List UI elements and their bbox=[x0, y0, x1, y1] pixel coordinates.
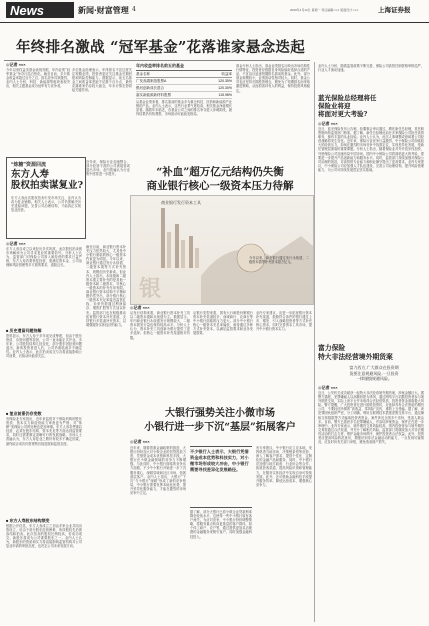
byline: ◎记者 ××× bbox=[6, 62, 26, 67]
masthead bbox=[0, 0, 429, 23]
paper-name: 上海证券报 bbox=[378, 6, 411, 14]
logo-text: News bbox=[10, 3, 44, 18]
table-row: 银河创新成长混合 120.30% bbox=[136, 86, 232, 90]
quote-headline: 东方人寿 股权拍卖谋复业? bbox=[11, 169, 84, 191]
feature-headline: “补血”超万亿元结构仍失衡 商业银行核心一级资本压力待解 bbox=[146, 166, 294, 192]
subheading: ■ 复业前景仍存变数 bbox=[6, 411, 42, 416]
article-text: 据了解，部分大银行已将小微企业贷款利率降至较低水平，这使得一些中小银行原有客户流失。为应对竞争，中小银行纷纷调整策略，将服务重点转向更基层的客户群体，如个体工商户、农户等，通过提供更加灵活便捷的金融服务来吸引客户，同时加强金融科技投入。 bbox=[190, 510, 252, 539]
article-text: 资料显示，东方人寿于多年前完成筹建，但由于股东资质、出资问题等原因，公司一直未能正式开业。多年来，公司股权结构几经变化，部分股东因经营问题退出，新的投资者进入后，公司仍面临诸多不确定性。业内人士表示，此次拍卖成交与否将直接影响公司前景，后续动向值得关注。 bbox=[6, 334, 82, 359]
issue-info: 2020年1月13日 星期一 责任编辑:××× 版面设计:××× bbox=[290, 8, 359, 12]
article-text: 今年以来权益类基金表现亮眼，年内业绩“冠军基金”争夺日趋白热化。截至目前，多只基金收益率超过百分之百，排名竞争异常激烈。业内人士分析，科技、新能源等板块表现突出，相关主题基金成为冠军有力竞争者。 bbox=[6, 68, 70, 89]
article-text: 有专家建议，中小银行应立足本地，发挥熟悉当地市场、决策链条短等优势，深入了解客户需求，提供个性化、定制化的金融产品和服务。同时，中小银行应加强与地方政府、行业协会等合作，拓展获客渠道，提高风险识别和管理能力，在服务实体经济中实现自身可持续发展。此外，还可借助金融科技手段提升服务效率，降低运营成本，增强核心竞争力。 bbox=[256, 446, 312, 487]
byline: ◎记者 ××× bbox=[318, 385, 338, 390]
article-text: 近日，公安机关成功破获一起特大非法经营境外期货案，涉案金额巨大。据警方通报，犯罪嫌疑人以高额回报为诱饵，通过网络平台招揽投资者参与境外期货交易，实际上该平台并未取得合法经营资质，投资者资金面临极大风险。警方提醒，广大投资者在进行期货投资时，应选择具有合法资质的期货公司，不要轻信所谓的“高收益、零风险”宣传，谨防上当受骗。据了解，该犯罪团伙组织严密，分工明确，利用互联网技术搭建虚假交易平台，通过操纵交易数据等方式骗取投资者资金。案件涉及全国多个省份，受害人数众多。目前，警方已抓获多名犯罪嫌疑人，并冻结涉案资金，案件正在进一步审理中。业内专家表示，境外期货交易风险较高，国内投资者参与境外期货交易需通过合法渠道，并充分了解相关风险。监管部门将继续加大对非法期货活动的打击力度，维护金融市场秩序，保护投资者合法权益。此外，投资者应提高风险防范意识，增强识别非法金融活动的能力，一旦发现可疑情况，应及时向有关部门举报，避免造成财产损失。 bbox=[318, 391, 424, 445]
subheading: ■ 东方人寿股东结构频变 bbox=[6, 518, 50, 523]
right-headline-1: 蓝光保险总经理将任 保险业将迎 将面对更大考验? bbox=[318, 94, 377, 118]
byline: ◎记者 ××× bbox=[318, 121, 338, 126]
feature-image bbox=[130, 195, 314, 305]
quote-text: 东方人寿此次股权拍卖引发市场关注，业内认为或为复业铺路。相关人士表示，公司仍需解决历史遗留问题，完善公司治理结构，才能真正实现复业经营。 bbox=[11, 196, 81, 213]
article-text: 截至目前，商业银行资本补充压力依然较大，尤其是中小银行面临的核心一级资本约束更为明显。今年以来，商业银行通过发行永续债、二级资本债等方式补充资本，规模创历史新高。但业内人士指出，永续债和二级资本债主要补充的是其他一级资本和二级资本，对核心一级资本的补充作用有限。商业银行资本结构不平衡问题仍然突出，部分银行核心一级资本充足率接近监管红线，未来仍需通过利润留存、增资扩股等方式加以补充。监管部门也在积极推动拓宽银行资本补充渠道，支持银行多渠道补充资本，以增强服务实体经济的能力。 bbox=[86, 245, 126, 327]
right-headline-2: 富力保险 特大非法经营境外期货案 bbox=[318, 344, 393, 361]
svg-text:银: 银 bbox=[139, 276, 162, 301]
byline: ◎记者 ××× bbox=[130, 439, 150, 444]
article-text: 从银行类型来看，国有大行和股份制银行资本补充渠道较多，而城商行、农商行等中小银行面临的压力更大。部分中小银行核心一级资本充足率偏低，亟待通过多种方式补充资本，以满足监管要求和业务发展需要。 bbox=[193, 311, 253, 336]
article-text: 业内专家建议，应进一步拓宽银行资本补充渠道，鼓励符合条件的银行通过上市、增发、引入战略投资者等方式补充核心资本，同时完善资本工具市场，提升中小银行资本实力。 bbox=[256, 311, 312, 332]
pull-quote: 不少银行人士表示，大银行凭借资金成本优势和科技实力，对小微市场形成较大冲击，中小银行需要寻找差异化发展路径。 bbox=[190, 446, 252, 508]
ranking-table bbox=[136, 63, 232, 99]
page-number: 4 bbox=[132, 6, 136, 13]
article-text: 业内人士分析，随着监管政策不断完善，保险公司高管任职资格审核趋严，行业人才流动加速。 bbox=[318, 64, 424, 73]
chart-caption: 今年以来，商业银行通过发行永续债、二级资本债等补充资本超万亿元。 bbox=[249, 256, 309, 265]
right-lead: 富力西方,广大群众在投资期 货要注意规避风险,一旦投资 一律谨慎规避风险。 bbox=[349, 365, 399, 381]
table-row: 嘉实新能源新材料股票 115.98% bbox=[136, 93, 232, 97]
byline: ◎记者 ××× bbox=[130, 305, 150, 310]
article-text: 从基金业绩来看，排名靠前的基金多为重仓科技、医药和新能源产业链的产品。业内人士表示，这些行业景气度较高，相关基金净值增长显著。随着年末临近，各基金公司之间的排名争夺进入冲刺阶段，最终结果仍有待观察，市场波动可能改变格局。 bbox=[136, 100, 232, 117]
article-text: 近年来，保险行业加速整合，部分经营不善的公司被接管或退出市场，业内普遍认为行业集中度将进一步提升。 bbox=[86, 160, 130, 177]
byline: ◎记者 ××× bbox=[6, 241, 26, 246]
article-text: 近日，蓝光保险发布公告称，经董事会审议通过，聘任新任总经理，其任职资格尚待监管部门核准。据了解，新任总经理此前在多家保险公司担任高管职务，拥有丰富的从业经验。业内人士认为，此次人事调整或意味着公司经营战略将发生变化。近年来，保险行业竞争日益激烈，中小保险公司面临较大的经营压力，如何在激烈的市场竞争中找准定位、实现差异化发展，是新任管理层面临的重要课题。分析人士指出，随着保险业对外开放步伐加快，外资保险公司加速布局中国市场，国内中小保险公司将面临更大的考验，需要进一步提升产品创新能力和服务水平。同时，监管部门持续加强对保险公司治理的规范，对高管的专业能力和职业操守提出了更高要求。业内专家建议，中小保险公司应加强人才队伍建设，完善公司治理结构，提升风险管理能力，为公司可持续发展奠定坚实基础。 bbox=[318, 127, 424, 172]
chart-title: 商业银行发行资本工具 bbox=[161, 200, 201, 205]
subheading: ■ 历史遗留问题待解 bbox=[6, 328, 42, 333]
article-text: 有保险业专家指出，近年来监管对于保险机构的股东资质、资本实力和经营能力审查更为严格，对“休眠”类保险公司的处理也更加审慎。东方人寿若想重启经营，必须在股东结构、资本充足等方面达到监管要求，同时还需要制定清晰可行的发展战略。市场人士普遍认为，东方人寿复业之路仍有较多不确定因素，最终能否成功仍需观察后续进展和监管态度。 bbox=[6, 417, 82, 446]
bottom-headline: 大银行强势关注小微市场 小银行进一步下沉“基层”拓展客户 bbox=[144, 408, 296, 433]
article-text: 近年来，随着普惠金融政策的推进，大银行纷纷加大对小微企业的信贷投放力度，凭借资金成本优势和科技手段，大银行在小微金融领域的竞争力不断增强。与此同时，中小银行面临的竞争压力加剧，不少中小银行开始进一步下沉服务重心，深耕县域和社区市场，拓展基层客户。业内人士指出，大银行“下沉”与小银行“深耕”形成了新的竞争格局，中小银行需要发挥本地化优势，提升差异化服务能力，才能在激烈的市场竞争中立足。 bbox=[130, 446, 186, 496]
article-text: 从发行结构来看，商业银行资本补充工具以二级资本债和永续债为主。数据显示，年内商业银行永续债发行规模较大，二级资本债发行量也保持较高水平。分析人士认为，资本补充工具创新为银行提供了更多选择，但核心一级资本补充渠道相对有限。 bbox=[130, 311, 190, 340]
logo bbox=[6, 2, 74, 18]
article-text: 基金分析人士指出，基金业绩排名反映出市场结构性行情特征，投资者应根据自身风险偏好选择合适的产品，不宜盲目追逐短期排名靠前的基金。此外，部分基金规模较小，业绩波动性相对较大。同时，基金公司也应坚持长期投资理念，避免为了短期排名而采取激进策略，从而损害持有人的利益，保持投资风格稳定。 bbox=[236, 64, 310, 93]
table-title: 年内收益率排名前五的基金 bbox=[136, 63, 232, 71]
quote-box bbox=[6, 157, 86, 239]
section-title: 新闻·财富管理 bbox=[78, 5, 129, 15]
table-header-return: 收益率 bbox=[221, 72, 232, 76]
table-row: 广发高端制造股票A 120.35% bbox=[136, 79, 232, 83]
article-text: 根据公开信息，东方人寿成立之初由多家企业共同出资设立，后由于部分股东经营困难，所持股权先后被冻结和拍卖。此次拍卖的股权比例较高，若成功成交，新股东将成为公司重要股东之一。业内人士认为，新股东的资质和实力将直接影响监管机构对公司复业申请的审批态度，也决定公司未来发展方向。 bbox=[6, 524, 82, 549]
article-text: 东方人寿自成立以来经历多次风波，此次股权拍卖被市场解读为公司寻求复业的重要信号。分析人士认为，监管部门对保险公司准入和经营的要求日益严格，东方人寿若要恢复经营，需满足资本金、公司治理和风险管理等多方面的要求，道阻且长。 bbox=[6, 247, 82, 268]
main-headline: 年终排名激战 “冠军基金”花落谁家悬念迭起 bbox=[16, 39, 306, 56]
table-header-name: 基金名称 bbox=[136, 72, 150, 76]
quote-title: “炼糖”资源回流 bbox=[11, 162, 47, 168]
article-text: 多位基金经理表示，年终排名不宜过度关注短期业绩，投资者更应关注基金长期回报和风险控制能力。数据显示，前五名基金之间收益率差距不足数个百分点，最终花落谁家仍存较大悬念，年末行情走势将起关键作用。 bbox=[72, 68, 132, 93]
